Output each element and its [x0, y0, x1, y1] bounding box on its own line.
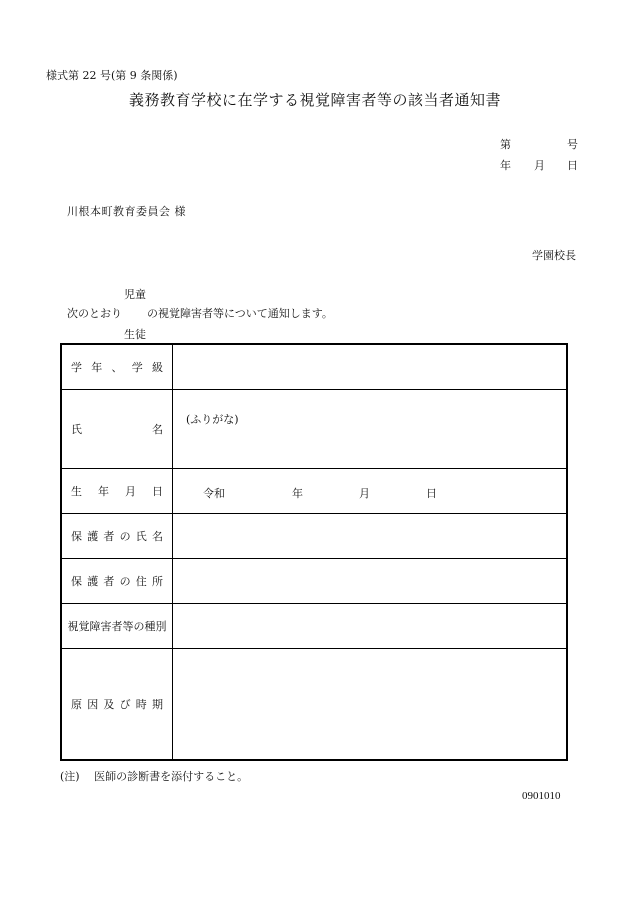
notification-form-table: [60, 343, 568, 761]
number-suffix: 号: [567, 138, 578, 151]
number-prefix: 第: [500, 138, 511, 151]
label-guardian-name: 保 護 者 の 氏 名: [71, 529, 163, 543]
label-grade-class: 学 年 、 学 級: [71, 361, 163, 374]
date-year-label: 年: [500, 159, 511, 172]
birthdate-month-label: 月: [359, 487, 370, 500]
birthdate-year-label: 年: [292, 487, 303, 500]
form-number: 様式第 22 号(第 9 条関係): [46, 69, 178, 82]
label-guardian-address: 保 護 者 の 住 所: [71, 574, 163, 588]
date-month-label: 月: [534, 159, 545, 172]
birthdate-era: 令和: [203, 487, 225, 500]
sender-title: 学園校長: [532, 249, 576, 262]
label-name: 氏 名: [71, 422, 163, 436]
footnote: (注) 医師の診断書を添付すること。: [60, 770, 249, 783]
addressee: 川根本町教育委員会 様: [67, 205, 186, 218]
label-birthdate: 生 年 月 日: [71, 484, 163, 498]
column-divider: [172, 345, 173, 759]
intro-suffix: の視覚障害者等について通知します。: [147, 307, 333, 320]
intro-option-student: 生徒: [124, 328, 146, 341]
intro-option-child: 児童: [124, 288, 146, 301]
document-code: 0901010: [522, 790, 561, 802]
intro-prefix: 次のとおり: [67, 307, 122, 320]
date-day-label: 日: [567, 159, 578, 172]
birthdate-day-label: 日: [426, 487, 437, 500]
furigana-note: (ふりがな): [186, 413, 239, 426]
label-disability-type: 視覚障害者等の種別: [67, 619, 167, 633]
document-title: 義務教育学校に在学する視覚障害者等の該当者通知書: [128, 91, 501, 109]
label-cause-and-time: 原 因 及 び 時 期: [71, 697, 163, 711]
